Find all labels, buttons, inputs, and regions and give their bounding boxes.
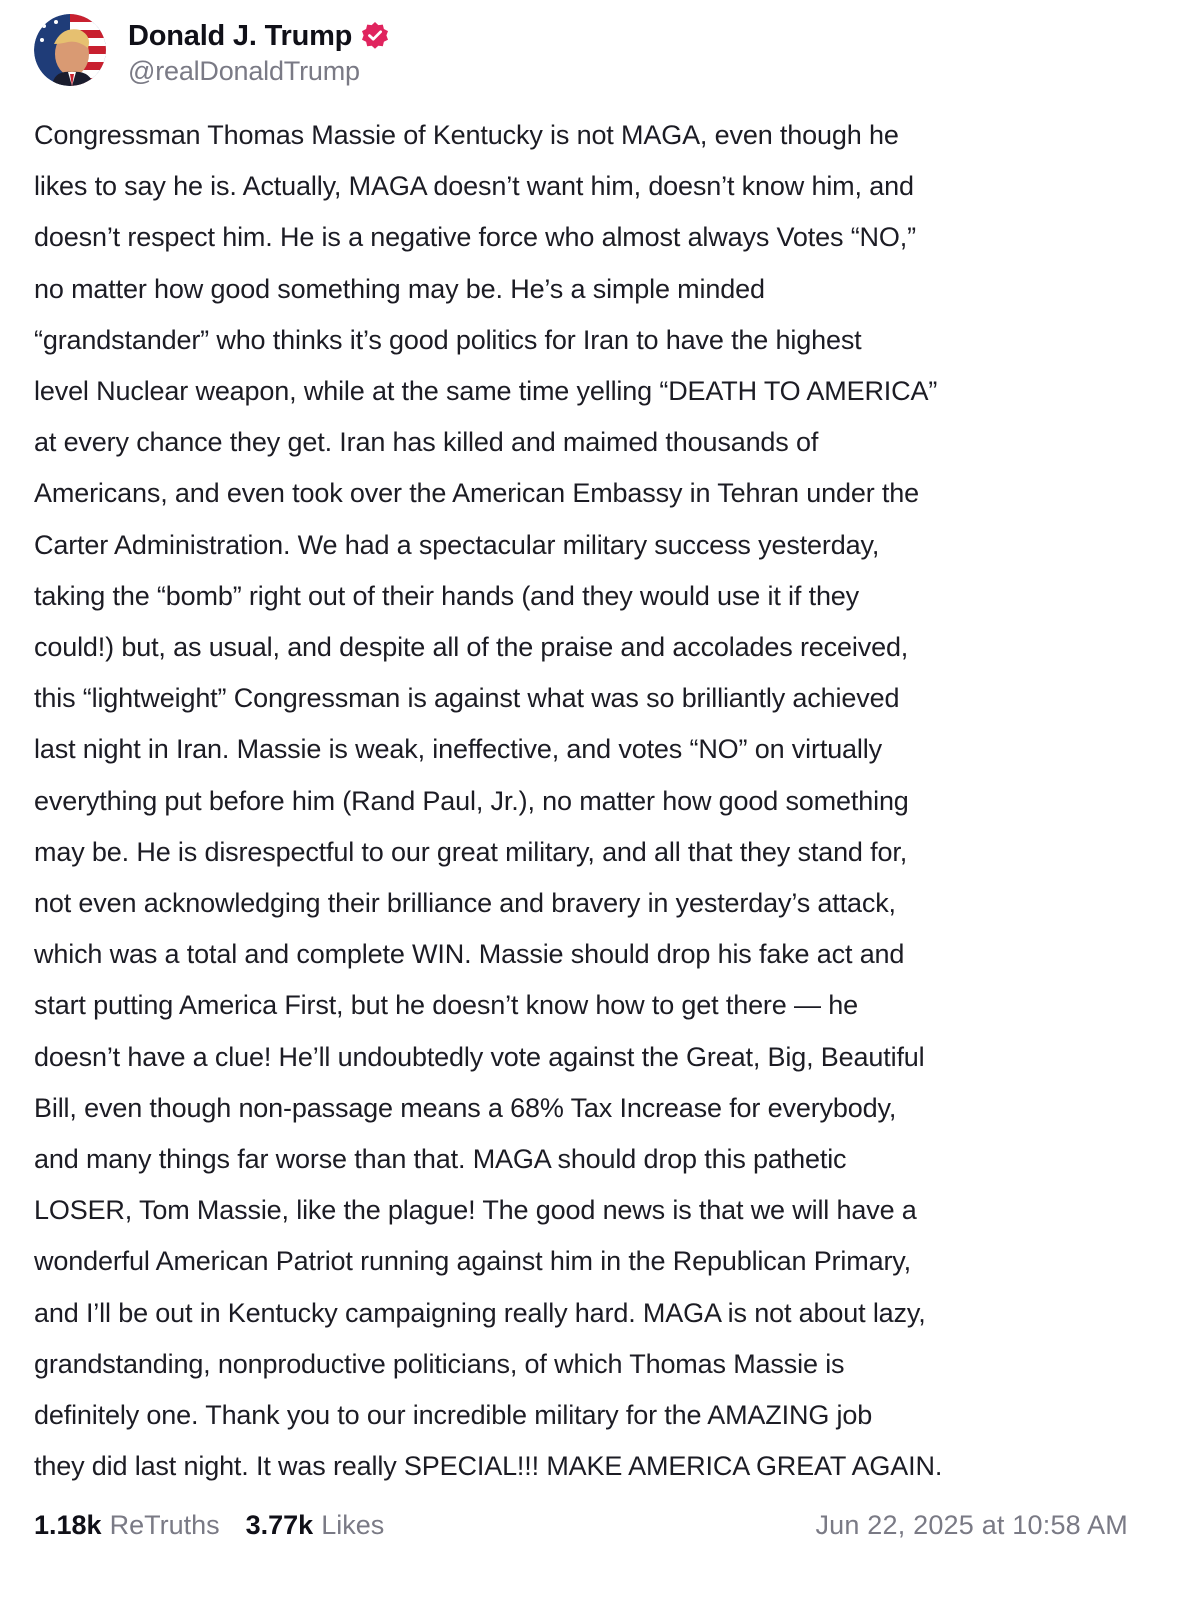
post-line: Congressman Thomas Massie of Kentucky is not MAGA, even though he: [34, 120, 899, 150]
retruths-label: ReTruths: [109, 1509, 220, 1540]
likes-label: Likes: [321, 1509, 385, 1540]
avatar[interactable]: [34, 14, 106, 86]
post-line: they did last night. It was really SPECIAL!!! MAKE AMERICA GREAT AGAIN.: [34, 1451, 943, 1482]
post-line: at every chance they get. Iran has killed and maimed thousands of: [34, 427, 819, 458]
post-line: may be. He is disrespectful to our great military, and all that they stand for,: [34, 836, 908, 867]
retruths-count: 1.18k: [34, 1509, 102, 1540]
post-line: LOSER, Tom Massie, like the plague! The good news is that we will have a: [34, 1195, 917, 1226]
likes-count: 3.77k: [245, 1509, 314, 1540]
retruths-stat[interactable]: [34, 1510, 220, 1541]
post-line: Americans, and even took over the American Embassy in Tehran under the: [34, 478, 919, 509]
author-handle[interactable]: @realDonaldTrump: [128, 56, 360, 86]
post-line: taking the “bomb” right out of their hands (and they would use it if they: [34, 580, 860, 611]
post-line: everything put before him (Rand Paul, Jr.), no matter how good something: [34, 785, 909, 816]
post-line: not even acknowledging their brilliance and bravery in yesterday’s attack,: [34, 888, 896, 919]
post-line: could!) but, as usual, and despite all of the praise and accolades received,: [34, 632, 909, 663]
post-line: and many things far worse than that. MAGA should drop this pathetic: [34, 1144, 847, 1175]
post-line: Carter Administration. We had a spectacular military success yesterday,: [34, 529, 880, 560]
post-line: no matter how good something may be. He’s a simple minded: [34, 273, 765, 304]
display-name[interactable]: Donald J. Trump: [128, 19, 353, 52]
post-line: doesn’t respect him. He is a negative force who almost always Votes “NO,”: [34, 222, 916, 253]
author-info: [128, 16, 390, 87]
post-line: doesn’t have a clue! He’ll undoubtedly vote against the Great, Big, Beautiful: [34, 1041, 925, 1072]
post-line: definitely one. Thank you to our incredible military for the AMAZING job: [34, 1400, 873, 1431]
name-row: [128, 16, 390, 56]
post-header: [34, 14, 390, 94]
post-line: Bill, even though non-passage means a 68% Tax Increase for everybody,: [34, 1092, 897, 1123]
post-line: last night in Iran. Massie is weak, ineffective, and votes “NO” on virtually: [34, 734, 882, 765]
post-line: which was a total and complete WIN. Massie should drop his fake act and: [34, 939, 905, 970]
post-line: level Nuclear weapon, while at the same time yelling “DEATH TO AMERICA”: [34, 376, 938, 407]
post-line: this “lightweight” Congressman is against what was so brilliantly achieved: [34, 683, 900, 714]
avatar-image: [34, 14, 106, 86]
post-line: and I’ll be out in Kentucky campaigning really hard. MAGA is not about lazy,: [34, 1297, 926, 1328]
post-line: likes to say he is. Actually, MAGA doesn’t want him, doesn’t know him, and: [34, 171, 914, 202]
post-footer: [34, 1503, 1128, 1547]
verified-badge-icon: [360, 21, 390, 51]
likes-stat[interactable]: [246, 1510, 385, 1541]
post-body: [34, 110, 1152, 1492]
post-timestamp[interactable]: Jun 22, 2025 at 10:58 AM: [815, 1509, 1128, 1540]
post-line: wonderful American Patriot running against him in the Republican Primary,: [34, 1246, 911, 1277]
post-line: grandstanding, nonproductive politicians, of which Thomas Massie is: [34, 1348, 845, 1379]
post-line: “grandstander” who thinks it’s good politics for Iran to have the highest: [34, 324, 862, 355]
post-line: start putting America First, but he doesn’t know how to get there — he: [34, 990, 858, 1021]
